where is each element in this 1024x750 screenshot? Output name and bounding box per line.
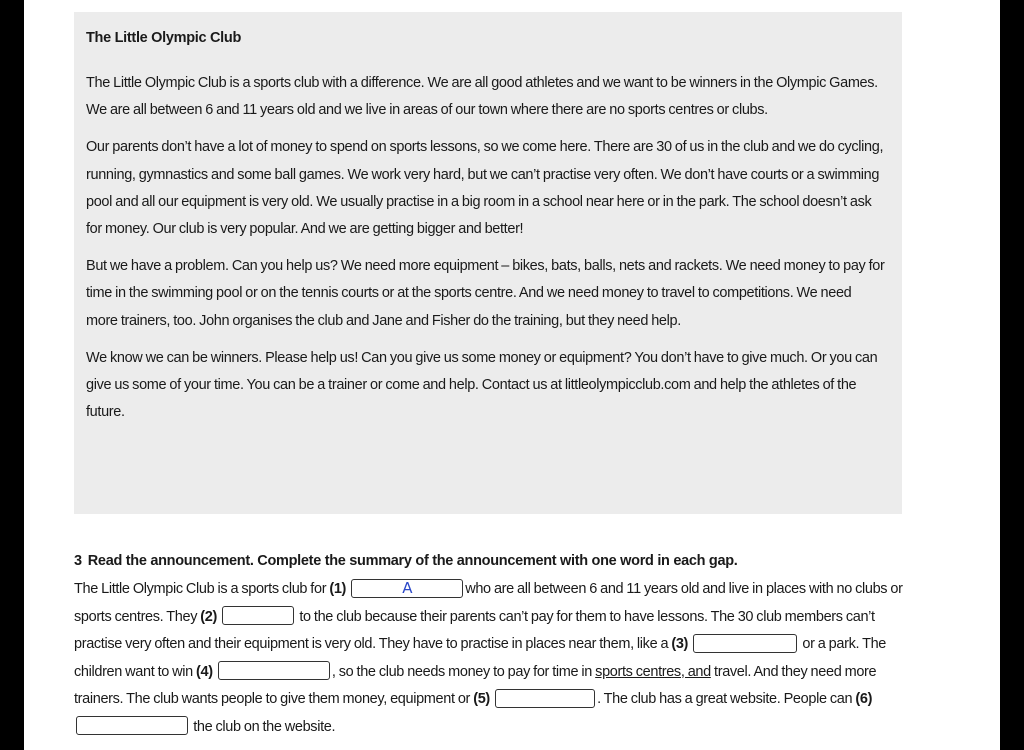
announcement-paragraph: The Little Olympic Club is a sports club with a difference. We are all good athletes and we want to be winners in the Olympic Games. We are all between 6 and 11 years old and we live in areas of our town where there are no sports centres or clubs. [86,75,878,119]
gap-5-input[interactable] [495,689,595,708]
gap-number: (1) [329,581,347,597]
left-border-bar [0,0,24,750]
gap-2-input[interactable] [222,606,294,625]
announcement-box [74,12,902,514]
announcement-title: The Little Olympic Club [86,30,242,46]
gap-number: (2) [200,608,217,625]
summary-segment: or a park. The children want to win [74,636,887,680]
summary-segment: The Little Olympic Club is a sports club for [74,581,327,597]
announcement-paragraph: But we have a problem. Can you help us? We need more equipment – bikes, bats, balls, nets and rackets. We need money to pay for time in the swimming pool or on the tennis courts or at the sports centre. And we need money to travel to competitions. We need more trainers, too. John organises the club and Jane and Fisher do the training, but they need help. [86,258,885,329]
summary-segment: , so the club needs money to pay for time in [331,663,592,680]
gap-number: (5) [473,691,490,707]
summary-segment: to the club because their parents can’t pay for them to have lessons. The 30 club members can’t practise very often and their equipment is very old. They have to practise in places near them, like a [74,608,875,652]
summary-segment: . The club has a great website. People can [597,691,853,707]
exercise-instruction [74,548,904,574]
exercise-section [74,548,904,741]
announcement-paragraph: We know we can be winners. Please help us! Can you give us some money or equipment? You don’t have to give much. Or you can give us some of your time. You can be a trainer or come and help. Contact us at littleolympicclub.com and help the athletes of the future. [86,349,878,421]
gap-1-input[interactable]: A [351,579,463,598]
summary-text [74,576,904,741]
gap-4-input[interactable] [218,661,330,680]
exercise-instruction-text: Read the announcement. Complete the summary of the announcement with one word in each gap. [87,553,738,569]
summary-segment-underlined: sports centres, and [595,663,711,680]
right-border-bar [1000,0,1024,750]
gap-number: (3) [671,636,689,652]
announcement-paragraph: Our parents don’t have a lot of money to spend on sports lessons, so we come here. There are 30 of us in the club and we do cycling, running, gymnastics and some ball games. We work very hard, but we can’t practise very often. We don’t have courts or a swimming pool and all our equipment is very old. We usually practise in a big room in a school near here or in the park. The school doesn’t ask for money. Our club is very popular. And we are getting bigger and better! [86,139,884,238]
gap-6-input[interactable] [76,716,188,735]
exercise-number: 3 [74,553,82,569]
gap-number: (6) [855,691,873,707]
gap-number: (4) [196,663,213,680]
summary-segment: the club on the website. [193,718,336,735]
summary-segment: who are all between 6 and 11 years old and live in places with no clubs or sports centres. They [74,581,903,625]
gap-3-input[interactable] [693,634,797,653]
summary-segment: travel. And they need more trainers. The club wants people to give them money, equipment or [74,663,877,707]
